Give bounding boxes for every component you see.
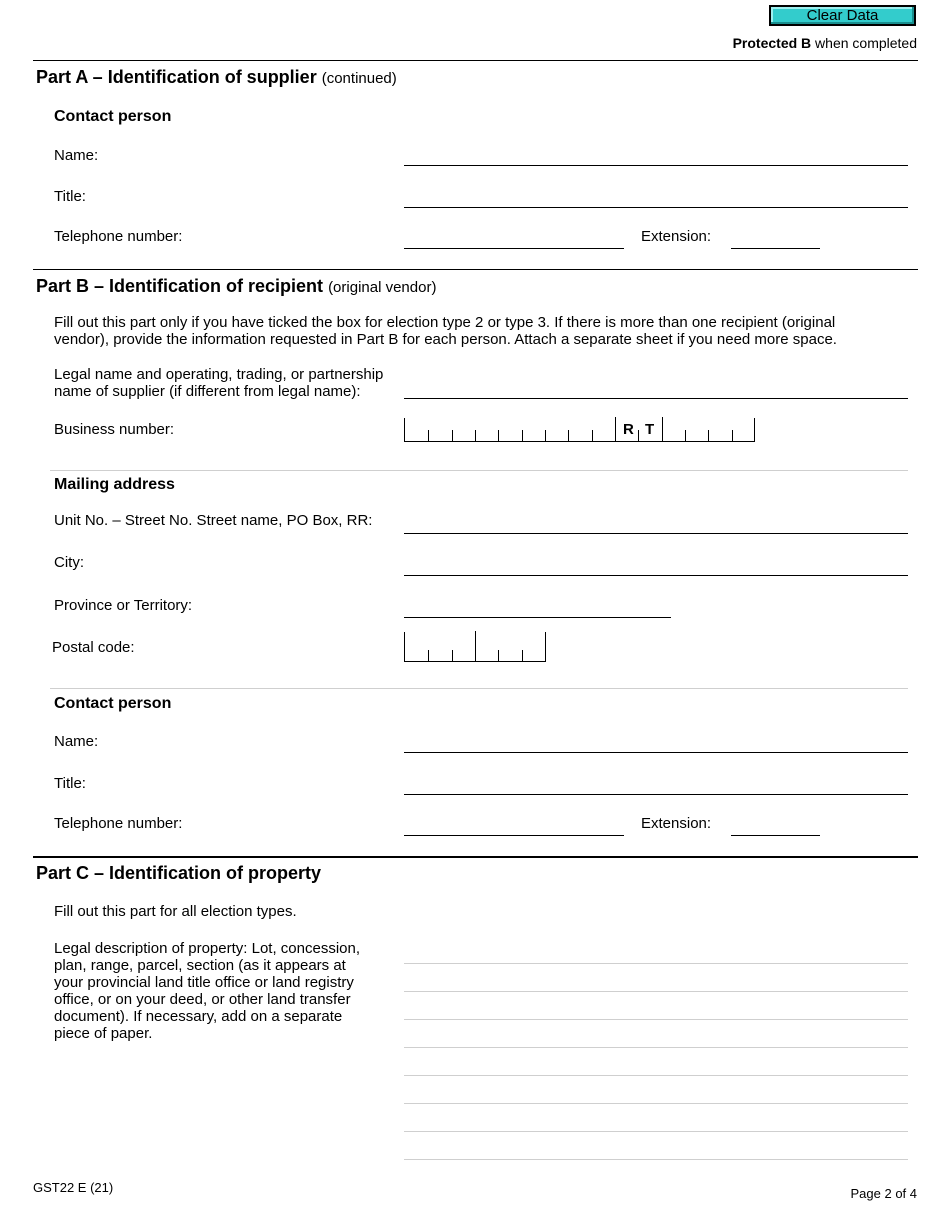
part-b-province-label: Province or Territory: bbox=[54, 597, 193, 614]
legal-description-line bbox=[404, 963, 908, 964]
bn-tick bbox=[428, 430, 429, 441]
part-b-legal-name-label-1: Legal name and operating, trading, or partnership bbox=[54, 366, 384, 383]
part-b-street-label: Unit No. – Street No. Street name, PO Box, RR: bbox=[54, 512, 373, 529]
part-b-postal-label: Postal code: bbox=[52, 639, 135, 656]
part-a-title-sub: (continued) bbox=[321, 70, 397, 87]
divider-part-b bbox=[33, 269, 918, 270]
part-b-extension-label: Extension: bbox=[641, 815, 712, 832]
divider-mailing bbox=[50, 470, 908, 471]
bn-divider bbox=[615, 417, 616, 441]
part-a-extension-label: Extension: bbox=[641, 228, 712, 245]
part-a-title bbox=[36, 67, 397, 88]
divider-contact bbox=[50, 688, 908, 689]
part-b-city-field[interactable] bbox=[404, 575, 908, 576]
form-id: GST22 E (21) bbox=[33, 1180, 114, 1195]
protected-b-label: Protected B bbox=[732, 35, 812, 51]
part-b-business-number-label: Business number: bbox=[54, 421, 175, 438]
part-b-phone-field[interactable] bbox=[404, 835, 624, 836]
part-b-name-field[interactable] bbox=[404, 752, 908, 753]
divider-top bbox=[33, 60, 918, 61]
part-b-contact-heading: Contact person bbox=[54, 695, 172, 712]
part-b-extension-field[interactable] bbox=[731, 835, 820, 836]
part-a-extension-field[interactable] bbox=[731, 248, 820, 249]
part-b-title-label: Title: bbox=[54, 775, 86, 792]
postal-tick bbox=[452, 650, 453, 661]
part-b-mailing-heading: Mailing address bbox=[54, 476, 175, 493]
bn-tick bbox=[498, 430, 499, 441]
protected-b-suffix: when completed bbox=[811, 35, 917, 51]
part-a-name-label: Name: bbox=[54, 147, 99, 164]
part-b-legal-name-field[interactable] bbox=[404, 398, 908, 399]
part-b-instructions: Fill out this part only if you have ticked the box for election type 2 or type 3. If there is more than one recipient (original vendor), provide the information requested in Part B for each person. Attach a separate sheet if you need more space. bbox=[54, 314, 837, 348]
divider-part-c bbox=[33, 856, 918, 858]
part-c-legal-description-label: Legal description of property: Lot, concession, plan, range, parcel, section (as it appears at your provincial land title office or land registry office, or on your deed, or other land transfer document). If necessary, add on a separate piece of paper. bbox=[54, 940, 361, 1042]
part-b-legal-name-label-2: name of supplier (if different from legal name): bbox=[54, 383, 361, 400]
legal-description-line bbox=[404, 1047, 908, 1048]
bn-divider bbox=[662, 417, 663, 441]
part-a-contact-heading: Contact person bbox=[54, 108, 172, 125]
part-b-title-text: Part B – Identification of recipient bbox=[36, 276, 324, 296]
part-b-title-sub: (original vendor) bbox=[328, 279, 437, 296]
legal-description-line bbox=[404, 1103, 908, 1104]
legal-description-line bbox=[404, 1159, 908, 1160]
bn-tick bbox=[568, 430, 569, 441]
bn-program-t: T bbox=[645, 421, 655, 438]
part-b-title-field[interactable] bbox=[404, 794, 908, 795]
part-a-name-field[interactable] bbox=[404, 165, 908, 166]
part-b-phone-label: Telephone number: bbox=[54, 815, 183, 832]
business-number-field[interactable] bbox=[404, 418, 755, 442]
part-a-title-field[interactable] bbox=[404, 207, 908, 208]
postal-tick bbox=[522, 650, 523, 661]
bn-tick bbox=[452, 430, 453, 441]
part-b-province-field[interactable] bbox=[404, 617, 671, 618]
legal-description-line bbox=[404, 1019, 908, 1020]
clear-data-button[interactable]: Clear Data bbox=[769, 5, 916, 26]
postal-divider bbox=[475, 631, 476, 661]
bn-tick bbox=[522, 430, 523, 441]
legal-description-line bbox=[404, 991, 908, 992]
legal-description-line bbox=[404, 1131, 908, 1132]
part-c-instructions: Fill out this part for all election types. bbox=[54, 903, 297, 920]
protected-b-notice bbox=[733, 35, 917, 52]
part-b-name-label: Name: bbox=[54, 733, 99, 750]
part-a-phone-field[interactable] bbox=[404, 248, 624, 249]
postal-tick bbox=[498, 650, 499, 661]
part-b-street-field[interactable] bbox=[404, 533, 908, 534]
part-c-title: Part C – Identification of property bbox=[36, 863, 322, 883]
bn-program-r: R bbox=[623, 421, 634, 438]
part-b-title bbox=[36, 276, 436, 297]
bn-tick bbox=[685, 430, 686, 441]
part-b-city-label: City: bbox=[54, 554, 84, 571]
bn-tick bbox=[638, 430, 639, 441]
page-number: Page 2 of 4 bbox=[850, 1186, 917, 1201]
bn-tick bbox=[545, 430, 546, 441]
part-a-title-label: Title: bbox=[54, 188, 86, 205]
bn-tick bbox=[475, 430, 476, 441]
part-a-title-text: Part A – Identification of supplier bbox=[36, 67, 317, 87]
bn-tick bbox=[732, 430, 733, 441]
bn-tick bbox=[592, 430, 593, 441]
postal-tick bbox=[428, 650, 429, 661]
part-a-phone-label: Telephone number: bbox=[54, 228, 183, 245]
postal-code-field[interactable] bbox=[404, 632, 546, 662]
legal-description-line bbox=[404, 1075, 908, 1076]
bn-tick bbox=[708, 430, 709, 441]
